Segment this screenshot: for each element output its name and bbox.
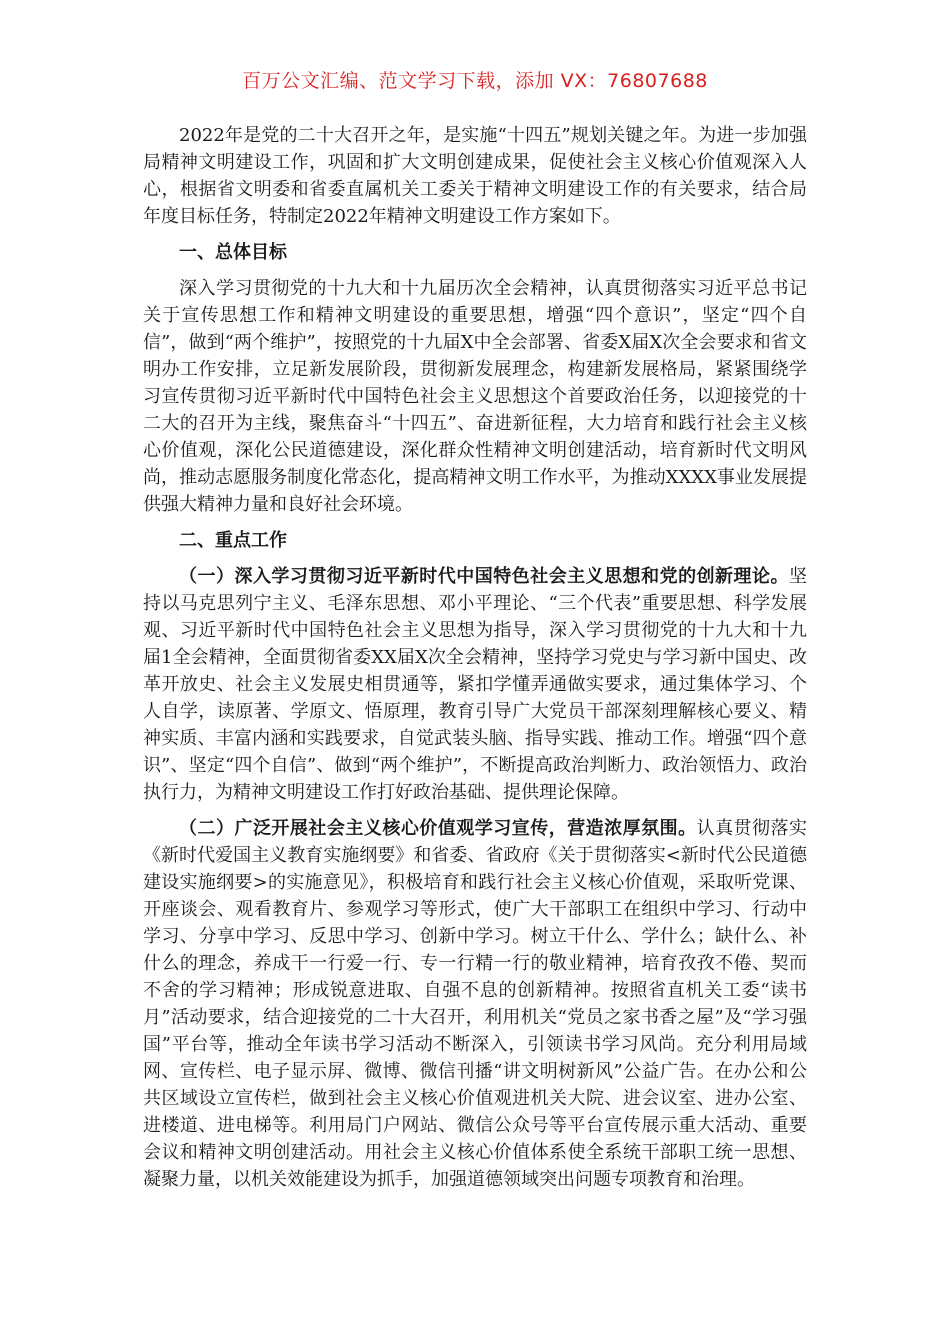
section-heading-key-work: 二、重点工作 <box>179 530 287 551</box>
item-1-body: 坚持以马克思列宁主义、毛泽东思想、邓小平理论、“三个代表”重要思想、科学发展观、习近平新时代中国特色社会主义思想为指导，深入学习贯彻党的十九大和十九届1全会精神，全面贯彻省委XX届X次全会精神，坚持学习党史与学习新中国史、改革开放史、社会主义发展史相贯通等，紧扣学懂弄通做实要求，通过集体学习、个人自学，读原著、学原文、悟原理，教育引导广大党员干部深刻理解核心要义、精神实质、丰富内涵和实践要求，自觉武装头脑、指导实践、推动工作。增强“四个意识”、坚定“四个自信”、做到“两个维护”，不断提高政治判断力、政治领悟力、政治执行力，为精神文明建设工作打好政治基础、提供理论保障。 <box>143 566 807 803</box>
item-2-title: （二）广泛开展社会主义核心价值观学习宣传，营造浓厚氛围。 <box>179 818 697 839</box>
watermark-header: 百万公文汇编、范文学习下载，添加 VX：76807688 <box>242 70 708 92</box>
goals-paragraph: 深入学习贯彻党的十九大和十九届历次全会精神，认真贯彻落实习近平总书记关于宣传思想工作和精神文明建设的重要思想，增强“四个意识”，坚定“四个自信”，做到“两个维护”，按照党的十九届X中全会部署、省委X届X次全会要求和省文明办工作安排，立足新发展阶段，贯彻新发展理念，构建新发展格局，紧紧围绕学习宣传贯彻习近平新时代中国特色社会主义思想这个首要政治任务，以迎接党的十二大的召开为主线，聚焦奋斗“十四五”、奋进新征程，大力培育和践行社会主义核心价值观，深化公民道德建设，深化群众性精神文明创建活动，培育新时代文明风尚，推动志愿服务制度化常态化，提高精神文明工作水平，为推动XXXX事业发展提供强大精神力量和良好社会环境。 <box>143 278 807 515</box>
document-body <box>143 122 807 1202</box>
intro-paragraph: 2022年是党的二十大召开之年，是实施“十四五”规划关键之年。为进一步加强局精神文明建设工作，巩固和扩大文明创建成果，促使社会主义核心价值观深入人心，根据省文明委和省委直属机关工委关于精神文明建设工作的有关要求，结合局年度目标任务，特制定2022年精神文明建设工作方案如下。 <box>143 125 807 227</box>
item-2-body: 认真贯彻落实《新时代爱国主义教育实施纲要》和省委、省政府《关于贯彻落实<新时代公民道德建设实施纲要>的实施意见》，积极培育和践行社会主义核心价值观，采取听党课、开座谈会、观看教育片、参观学习等形式，使广大干部职工在组织中学习、行动中学习、分享中学习、反思中学习、创新中学习。树立干什么、学什么；缺什么、补什么的理念，养成干一行爱一行、专一行精一行的敬业精神，培育孜孜不倦、契而不舍的学习精神；形成锐意进取、自强不息的创新精神。按照省直机关工委“读书月”活动要求，结合迎接党的二十大召开，利用机关“党员之家书香之屋”及“学习强国”平台等，推动全年读书学习活动不断深入，引领读书学习风尚。充分利用局域网、宣传栏、电子显示屏、微博、微信刊播“讲文明树新风”公益广告。在办公和公共区域设立宣传栏，做到社会主义核心价值观进机关大院、进会议室、进办公室、进楼道、进电梯等。利用局门户网站、微信公众号等平台宣传展示重大活动、重要会议和精神文明创建活动。用社会主义核心价值体系使全系统干部职工统一思想、凝聚力量，以机关效能建设为抓手，加强道德领域突出问题专项教育和治理。 <box>143 818 808 1190</box>
section-heading-goals: 一、总体目标 <box>179 242 287 263</box>
key-work-item-2 <box>143 815 807 1193</box>
key-work-item-1 <box>143 563 807 806</box>
item-1-title: （一）深入学习贯彻习近平新时代中国特色社会主义思想和党的创新理论。 <box>179 566 789 587</box>
